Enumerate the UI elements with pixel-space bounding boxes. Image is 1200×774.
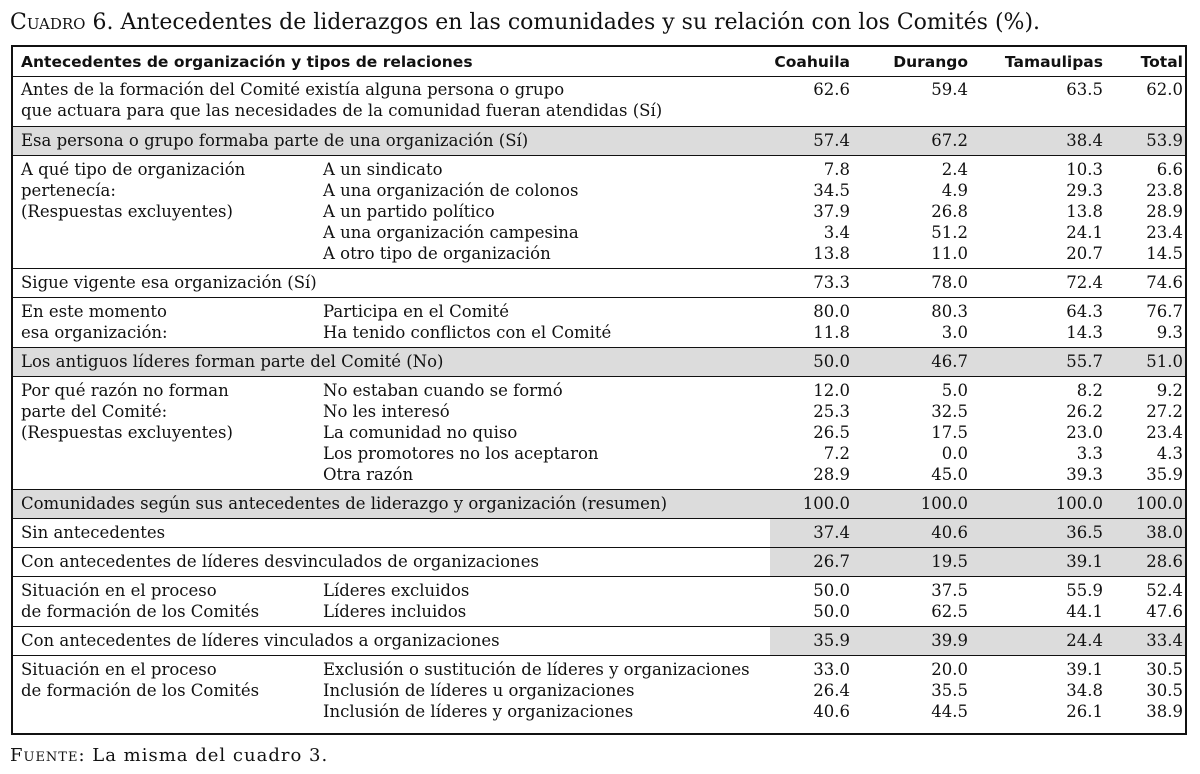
row-label: A qué tipo de organización xyxy=(21,160,246,179)
value-total: 23.4 xyxy=(1146,423,1183,442)
data-table xyxy=(11,45,1187,735)
value-coahuila: 26.4 xyxy=(813,681,850,700)
value-tamaulipas: 29.3 xyxy=(1066,181,1103,200)
row-label: Antes de la formación del Comité existía alguna persona o grupo xyxy=(21,80,565,99)
header-tamaulipas: Tamaulipas xyxy=(1004,53,1103,71)
row-label: Los antiguos líderes forman parte del Comité (No) xyxy=(21,352,444,371)
table-row xyxy=(13,155,1185,268)
value-tamaulipas: 23.0 xyxy=(1066,423,1103,442)
value-coahuila: 26.7 xyxy=(813,552,850,571)
value-total: 27.2 xyxy=(1146,402,1183,421)
value-tamaulipas: 44.1 xyxy=(1066,602,1103,621)
row-label: Sigue vigente esa organización (Sí) xyxy=(21,273,317,292)
value-durango: 39.9 xyxy=(931,631,968,650)
caption-number: 6. xyxy=(85,10,114,35)
value-tamaulipas: 20.7 xyxy=(1066,244,1103,263)
value-durango: 40.6 xyxy=(931,523,968,542)
row-line xyxy=(13,100,1185,121)
value-total: 74.6 xyxy=(1146,273,1183,292)
value-tamaulipas: 3.3 xyxy=(1076,444,1103,463)
value-coahuila: 7.8 xyxy=(823,160,850,179)
value-coahuila: 28.9 xyxy=(813,465,850,484)
value-tamaulipas: 39.1 xyxy=(1066,660,1103,679)
row-line xyxy=(13,380,1185,401)
value-total: 30.5 xyxy=(1146,660,1183,679)
table-row xyxy=(13,626,1185,655)
row-label: Por qué razón no forman xyxy=(21,381,229,400)
row-label: En este momento xyxy=(21,302,167,321)
table-row xyxy=(13,655,1185,726)
row-sublabel: A un partido político xyxy=(323,202,495,221)
row-label: esa organización: xyxy=(21,323,168,342)
value-total: 52.4 xyxy=(1146,581,1183,600)
row-line xyxy=(13,301,1185,322)
value-durango: 2.4 xyxy=(941,160,968,179)
row-line xyxy=(13,243,1185,264)
table-row xyxy=(13,347,1185,376)
row-line xyxy=(13,680,1185,701)
row-line xyxy=(13,159,1185,180)
value-durango: 67.2 xyxy=(931,131,968,150)
value-durango: 45.0 xyxy=(931,465,968,484)
value-coahuila: 40.6 xyxy=(813,702,850,721)
value-coahuila: 33.0 xyxy=(813,660,850,679)
row-label: Situación en el proceso xyxy=(21,660,217,679)
table-row xyxy=(13,297,1185,347)
value-tamaulipas: 72.4 xyxy=(1066,273,1103,292)
row-line xyxy=(13,701,1185,722)
row-sublabel: A otro tipo de organización xyxy=(323,244,551,263)
table-row xyxy=(13,268,1185,297)
value-coahuila: 13.8 xyxy=(813,244,850,263)
row-sublabel: Exclusión o sustitución de líderes y organizaciones xyxy=(323,660,750,679)
value-coahuila: 37.9 xyxy=(813,202,850,221)
source-text: : La misma del cuadro 3. xyxy=(78,745,329,766)
value-tamaulipas: 55.9 xyxy=(1066,581,1103,600)
value-tamaulipas: 8.2 xyxy=(1076,381,1103,400)
value-durango: 20.0 xyxy=(931,660,968,679)
table-row xyxy=(13,489,1185,518)
row-line xyxy=(13,130,1185,151)
row-label: Esa persona o grupo formaba parte de una organización (Sí) xyxy=(21,131,529,150)
value-total: 51.0 xyxy=(1146,352,1183,371)
value-durango: 19.5 xyxy=(931,552,968,571)
row-line xyxy=(13,401,1185,422)
value-durango: 78.0 xyxy=(931,273,968,292)
value-tamaulipas: 10.3 xyxy=(1066,160,1103,179)
row-line xyxy=(13,351,1185,372)
row-label: (Respuestas excluyentes) xyxy=(21,202,233,221)
value-tamaulipas: 24.4 xyxy=(1066,631,1103,650)
row-sublabel: Inclusión de líderes u organizaciones xyxy=(323,681,635,700)
value-total: 9.3 xyxy=(1156,323,1183,342)
value-coahuila: 7.2 xyxy=(823,444,850,463)
value-coahuila: 50.0 xyxy=(813,581,850,600)
value-durango: 26.8 xyxy=(931,202,968,221)
row-sublabel: Líderes excluidos xyxy=(323,581,470,600)
row-label: Con antecedentes de líderes vinculados a organizaciones xyxy=(21,631,500,650)
value-durango: 62.5 xyxy=(931,602,968,621)
row-line xyxy=(13,180,1185,201)
value-tamaulipas xyxy=(983,100,1103,121)
row-label: Con antecedentes de líderes desvinculados de organizaciones xyxy=(21,552,539,571)
value-durango: 37.5 xyxy=(931,581,968,600)
row-sublabel: Ha tenido conflictos con el Comité xyxy=(323,323,612,342)
value-total: 28.6 xyxy=(1146,552,1183,571)
value-total xyxy=(1103,100,1183,121)
row-sublabel: Otra razón xyxy=(323,465,414,484)
value-coahuila: 50.0 xyxy=(813,602,850,621)
value-total: 23.8 xyxy=(1146,181,1183,200)
value-durango: 51.2 xyxy=(931,223,968,242)
table-row xyxy=(13,518,1185,547)
row-line xyxy=(13,522,1185,543)
row-sublabel: A una organización campesina xyxy=(323,223,579,242)
value-coahuila: 34.5 xyxy=(813,181,850,200)
row-sublabel: No estaban cuando se formó xyxy=(323,381,563,400)
value-tamaulipas: 26.1 xyxy=(1066,702,1103,721)
value-durango: 80.3 xyxy=(931,302,968,321)
value-total: 6.6 xyxy=(1156,160,1183,179)
row-label: Situación en el proceso xyxy=(21,581,217,600)
value-total: 76.7 xyxy=(1146,302,1183,321)
row-line xyxy=(13,79,1185,100)
value-coahuila: 73.3 xyxy=(813,273,850,292)
row-sublabel: Los promotores no los aceptaron xyxy=(323,444,599,463)
row-label: parte del Comité: xyxy=(21,402,168,421)
table-header xyxy=(13,47,1185,77)
value-tamaulipas: 13.8 xyxy=(1066,202,1103,221)
value-tamaulipas: 26.2 xyxy=(1066,402,1103,421)
value-durango: 11.0 xyxy=(931,244,968,263)
value-tamaulipas: 14.3 xyxy=(1066,323,1103,342)
value-total: 62.0 xyxy=(1146,80,1183,99)
row-line xyxy=(13,580,1185,601)
header-durango: Durango xyxy=(893,53,968,71)
table-row xyxy=(13,376,1185,489)
value-durango: 5.0 xyxy=(941,381,968,400)
value-coahuila: 12.0 xyxy=(813,381,850,400)
value-tamaulipas: 39.3 xyxy=(1066,465,1103,484)
row-label: de formación de los Comités xyxy=(21,602,260,621)
row-label: que actuara para que las necesidades de la comunidad fueran atendidas (Sí) xyxy=(21,101,663,120)
row-sublabel: No les interesó xyxy=(323,402,450,421)
value-durango xyxy=(888,100,968,121)
value-total: 47.6 xyxy=(1146,602,1183,621)
caption-title: Antecedentes de liderazgos en las comunidades y su relación con los Comités (%). xyxy=(113,10,1041,35)
value-coahuila xyxy=(770,100,850,121)
value-total: 9.2 xyxy=(1156,381,1183,400)
value-total: 23.4 xyxy=(1146,223,1183,242)
value-total: 28.9 xyxy=(1146,202,1183,221)
row-line xyxy=(13,443,1185,464)
value-coahuila: 62.6 xyxy=(813,80,850,99)
value-durango: 59.4 xyxy=(931,80,968,99)
row-line xyxy=(13,630,1185,651)
value-coahuila: 35.9 xyxy=(813,631,850,650)
row-line xyxy=(13,493,1185,514)
row-sublabel: Participa en el Comité xyxy=(323,302,509,321)
value-coahuila: 25.3 xyxy=(813,402,850,421)
value-total: 53.9 xyxy=(1146,131,1183,150)
table-caption xyxy=(10,8,1040,38)
row-line xyxy=(13,601,1185,622)
row-sublabel: A una organización de colonos xyxy=(323,181,579,200)
table-row xyxy=(13,576,1185,626)
table-row xyxy=(13,547,1185,576)
value-total: 33.4 xyxy=(1146,631,1183,650)
value-tamaulipas: 63.5 xyxy=(1066,80,1103,99)
value-coahuila: 37.4 xyxy=(813,523,850,542)
row-line xyxy=(13,422,1185,443)
caption-prefix: Cuadro xyxy=(10,10,86,35)
row-label: pertenecía: xyxy=(21,181,116,200)
row-line xyxy=(13,222,1185,243)
value-tamaulipas: 55.7 xyxy=(1066,352,1103,371)
value-durango: 100.0 xyxy=(920,494,968,513)
row-line xyxy=(13,464,1185,485)
value-durango: 17.5 xyxy=(931,423,968,442)
value-tamaulipas: 100.0 xyxy=(1055,494,1103,513)
row-label: Sin antecedentes xyxy=(21,523,166,542)
value-total: 100.0 xyxy=(1135,494,1183,513)
value-total: 38.9 xyxy=(1146,702,1183,721)
source-prefix: Fuente xyxy=(10,745,79,766)
row-line xyxy=(13,272,1185,293)
value-tamaulipas: 39.1 xyxy=(1066,552,1103,571)
value-total: 30.5 xyxy=(1146,681,1183,700)
value-coahuila: 3.4 xyxy=(823,223,850,242)
table-row xyxy=(13,126,1185,155)
header-total: Total xyxy=(1140,53,1183,71)
row-label: (Respuestas excluyentes) xyxy=(21,423,233,442)
value-coahuila: 26.5 xyxy=(813,423,850,442)
header-coahuila: Coahuila xyxy=(774,53,850,71)
value-tamaulipas: 24.1 xyxy=(1066,223,1103,242)
value-tamaulipas: 38.4 xyxy=(1066,131,1103,150)
row-line xyxy=(13,551,1185,572)
value-tamaulipas: 36.5 xyxy=(1066,523,1103,542)
value-coahuila: 80.0 xyxy=(813,302,850,321)
source-note xyxy=(10,744,328,768)
value-total: 35.9 xyxy=(1146,465,1183,484)
row-line xyxy=(13,322,1185,343)
value-total: 4.3 xyxy=(1156,444,1183,463)
value-total: 38.0 xyxy=(1146,523,1183,542)
row-line xyxy=(13,659,1185,680)
header-category: Antecedentes de organización y tipos de relaciones xyxy=(21,53,473,71)
row-line xyxy=(13,201,1185,222)
value-coahuila: 100.0 xyxy=(802,494,850,513)
value-durango: 0.0 xyxy=(941,444,968,463)
value-coahuila: 11.8 xyxy=(813,323,850,342)
row-sublabel: Líderes incluidos xyxy=(323,602,467,621)
row-sublabel: Inclusión de líderes y organizaciones xyxy=(323,702,634,721)
value-durango: 4.9 xyxy=(941,181,968,200)
value-durango: 35.5 xyxy=(931,681,968,700)
row-sublabel: A un sindicato xyxy=(323,160,443,179)
row-label: Comunidades según sus antecedentes de liderazgo y organización (resumen) xyxy=(21,494,668,513)
value-durango: 3.0 xyxy=(941,323,968,342)
row-label: de formación de los Comités xyxy=(21,681,260,700)
table-row xyxy=(13,76,1185,125)
value-total: 14.5 xyxy=(1146,244,1183,263)
value-durango: 44.5 xyxy=(931,702,968,721)
value-tamaulipas: 64.3 xyxy=(1066,302,1103,321)
value-durango: 32.5 xyxy=(931,402,968,421)
row-sublabel: La comunidad no quiso xyxy=(323,423,518,442)
value-durango: 46.7 xyxy=(931,352,968,371)
value-coahuila: 57.4 xyxy=(813,131,850,150)
value-coahuila: 50.0 xyxy=(813,352,850,371)
value-tamaulipas: 34.8 xyxy=(1066,681,1103,700)
